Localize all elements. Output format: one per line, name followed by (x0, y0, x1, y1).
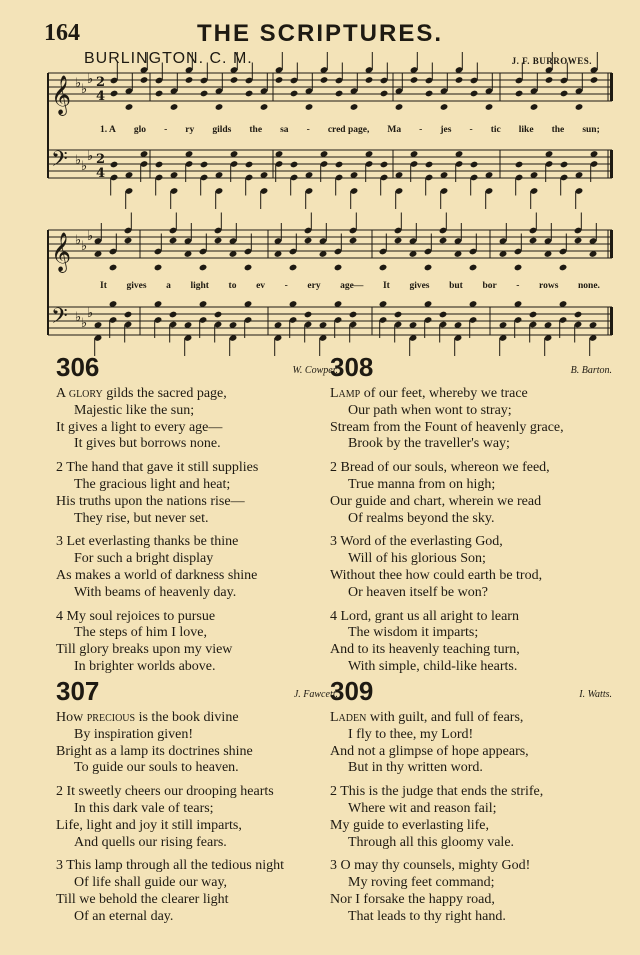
lyric-syllable: - (419, 125, 423, 135)
note-head (290, 161, 299, 169)
verse-line: Of life shall guide our way, (74, 875, 228, 891)
note-head (469, 264, 478, 272)
verse-line: Life, light and joy it still imparts, (56, 817, 242, 833)
note-head (200, 90, 209, 98)
verse-line: 2 This is the judge that ends the strife, (330, 784, 544, 800)
lyric-syllable: the (551, 125, 565, 135)
final-bar (610, 230, 613, 258)
note-head (394, 237, 403, 245)
verse-line: Majestic like the sun; (74, 402, 195, 418)
verse-line: The wisdom it imparts; (348, 625, 479, 641)
note-head (470, 90, 479, 98)
verse-line: Lamp of our feet, whereby we trace (330, 386, 528, 401)
verse-line: 2 The hand that gave it still supplies (56, 460, 259, 476)
note-head (515, 90, 524, 98)
lyric-syllable: - (306, 125, 310, 135)
lyric-syllable: sun; (582, 125, 600, 135)
stanza (330, 858, 612, 925)
verse-line: That leads to thy right hand. (348, 908, 506, 924)
verse-line: Bright as a lamp its doctrines shine (56, 743, 253, 759)
flat-icon: ♭ (87, 306, 94, 321)
hymn-author: W. Cowper. (292, 365, 338, 376)
hymn-number: 307 (56, 676, 100, 706)
note-head (244, 264, 253, 272)
note-head (574, 237, 583, 245)
note-head (515, 161, 524, 169)
note-head (200, 161, 209, 169)
note-head (304, 311, 313, 319)
hymn-307 (56, 676, 338, 933)
verse-line: And not a glimpse of hope appears, (330, 743, 529, 759)
flat-icon: ♭ (81, 159, 88, 174)
verse-line: 3 This lamp through all the tedious night (56, 858, 284, 874)
note-head (560, 161, 569, 169)
note-head (214, 237, 223, 245)
note-head (575, 103, 584, 111)
note-head (214, 311, 223, 319)
note-head (125, 103, 134, 111)
lyric-syllable: gilds (212, 125, 232, 135)
verse-line: Of realms beyond the sky. (348, 510, 495, 526)
stanza (56, 609, 338, 676)
lyric-syllable: - (516, 281, 520, 291)
flat-icon: ♭ (75, 233, 82, 248)
verse-line: Our path when wont to stray; (348, 402, 512, 418)
verse-line: A glory gilds the sacred page, (56, 386, 227, 401)
note-head (590, 76, 599, 84)
verse-line: 3 O may thy counsels, mighty God! (330, 858, 531, 874)
note-head (109, 264, 118, 272)
note-head (439, 237, 448, 245)
verse-line: My roving feet command; (348, 875, 495, 891)
tune-name: BURLINGTON. C. M. (84, 50, 253, 67)
note-head (245, 90, 254, 98)
lyric-syllable: glo (133, 125, 147, 135)
verse-line: With beams of heavenly day. (74, 584, 237, 600)
verse-line: In this dark vale of tears; (74, 800, 214, 816)
verse-line: 3 Word of the everlasting God, (330, 534, 503, 550)
verse-line: Of an eternal day. (74, 908, 174, 924)
lyric-syllable: - (469, 125, 473, 135)
stanza (330, 710, 612, 777)
note-head (529, 237, 538, 245)
note-head (169, 311, 178, 319)
note-head (169, 237, 178, 245)
lyric-syllable: jes (440, 125, 452, 135)
verse-line: Stream from the Fount of heavenly grace, (330, 419, 564, 435)
lyric-syllable: gives (126, 281, 147, 291)
hymn-number: 306 (56, 352, 100, 382)
lyric-syllable: age— (340, 281, 364, 291)
note-head (395, 103, 404, 111)
note-head (514, 264, 523, 272)
note-head (305, 103, 314, 111)
hymn-308 (330, 352, 612, 683)
verse-line: I fly to thee, my Lord! (348, 726, 474, 742)
note-head (335, 161, 344, 169)
note-head (124, 311, 133, 319)
flat-icon: ♭ (87, 229, 94, 244)
note-head (110, 161, 119, 169)
note-head (170, 103, 179, 111)
note-head (559, 264, 568, 272)
verse-line: Till glory breaks upon my view (56, 642, 233, 658)
flat-icon: ♭ (87, 149, 94, 164)
hymn-309 (330, 676, 612, 933)
stanza (56, 534, 338, 601)
stanza (330, 386, 612, 453)
bass-clef-icon: 𝄢 (51, 304, 68, 334)
page-number: 164 (44, 20, 80, 46)
lyric-syllable: but (449, 281, 463, 291)
note-head (245, 161, 254, 169)
lyric-syllable: 1. A (100, 125, 116, 135)
final-bar (610, 150, 613, 178)
music-score (0, 0, 640, 360)
lyric-syllable: none. (578, 281, 600, 291)
note-head (230, 76, 239, 84)
verse-line: It gives a light to every age— (56, 419, 223, 435)
page-title: THE SCRIPTURES. (196, 20, 444, 47)
hymn-306 (56, 352, 338, 683)
flat-icon: ♭ (81, 239, 88, 254)
stanza (330, 784, 612, 851)
treble-clef-icon: 𝄞 (51, 232, 72, 272)
flat-icon: ♭ (75, 310, 82, 325)
verse-line: But in thy written word. (348, 760, 483, 776)
note-head (455, 76, 464, 84)
note-head (335, 90, 344, 98)
verse-line: Till we behold the clearer light (56, 891, 229, 907)
lyric-syllable: ry (185, 125, 195, 135)
flat-icon: ♭ (75, 76, 82, 91)
time-signature: 2 (96, 152, 106, 167)
note-head (560, 90, 569, 98)
hymn-number: 308 (330, 352, 374, 382)
verse-line: 4 My soul rejoices to pursue (56, 608, 216, 624)
verse-line: For such a bright display (74, 551, 214, 567)
note-head (290, 90, 299, 98)
stanza (56, 858, 338, 925)
final-bar (610, 307, 613, 335)
verse-line: My guide to everlasting life, (330, 817, 490, 833)
note-head (155, 161, 164, 169)
treble-clef-icon: 𝄞 (51, 75, 72, 115)
bass-clef-icon: 𝄢 (51, 147, 68, 177)
note-head (320, 76, 329, 84)
note-head (304, 237, 313, 245)
verse-line: Laden with guilt, and full of fears, (330, 710, 524, 725)
note-head (110, 90, 119, 98)
stanza (330, 534, 612, 601)
stanza (330, 609, 612, 676)
tune-composer: J. F. BURROWES. (511, 56, 592, 66)
note-head (334, 264, 343, 272)
verse-line: They rise, but never set. (74, 510, 209, 526)
lyric-syllable: gives (409, 281, 430, 291)
verse-line: Brook by the traveller's way; (348, 436, 510, 452)
verse-line: In brighter worlds above. (74, 658, 216, 674)
verse-line: To guide our souls to heaven. (74, 760, 239, 776)
note-head (260, 103, 269, 111)
lyric-syllable: - (164, 125, 168, 135)
note-head (439, 311, 448, 319)
lyric-syllable: a (166, 281, 171, 291)
verse-line: 2 It sweetly cheers our drooping hearts (56, 784, 274, 800)
lyric-syllable: light (190, 281, 209, 291)
time-signature: 2 (96, 75, 106, 90)
lyric-syllable: rows (539, 281, 559, 291)
time-signature: 4 (96, 166, 106, 181)
note-head (140, 76, 149, 84)
note-head (424, 264, 433, 272)
verse-line: It gives but borrows none. (74, 436, 221, 452)
lyric-syllable: ery (307, 281, 321, 291)
note-head (485, 103, 494, 111)
lyric-syllable: ev (256, 281, 266, 291)
note-head (275, 76, 284, 84)
verse-line: By inspiration given! (74, 726, 193, 742)
lyric-syllable: to (228, 281, 237, 291)
lyric-syllable: the (249, 125, 263, 135)
verse-line: The steps of him I love, (74, 625, 207, 641)
note-head (215, 103, 224, 111)
note-head (410, 76, 419, 84)
verse-line: And quells our rising fears. (74, 834, 227, 850)
note-head (545, 76, 554, 84)
note-head (199, 264, 208, 272)
note-head (350, 103, 359, 111)
lyric-syllable: tic (490, 125, 501, 135)
hymn-number: 309 (330, 676, 374, 706)
verse-line: Our guide and chart, wherein we read (330, 493, 542, 509)
verse-line: True manna from on high; (348, 476, 496, 492)
verse-line: As makes a world of darkness shine (56, 567, 258, 583)
verse-line: 4 Lord, grant us all aright to learn (330, 608, 519, 624)
lyric-syllable: It (382, 281, 390, 291)
hymn-author: B. Barton. (570, 365, 612, 376)
verse-line: 2 Bread of our souls, whereon we feed, (330, 460, 550, 476)
note-head (154, 264, 163, 272)
verse-line: With simple, child-like hearts. (348, 658, 518, 674)
lyric-syllable: - (284, 281, 288, 291)
hymn-author: J. Fawcett. (293, 689, 338, 700)
note-head (365, 76, 374, 84)
note-head (380, 90, 389, 98)
note-head (289, 264, 298, 272)
note-head (425, 161, 434, 169)
verse-line: Without thee how could earth be trod, (330, 567, 543, 583)
verse-line: The gracious light and heat; (74, 476, 231, 492)
lyrics-line-1 (100, 125, 600, 135)
verse-line: Will of his glorious Son; (348, 551, 486, 567)
verse-line: Nor I forsake the happy road, (330, 891, 495, 907)
final-bar (610, 73, 613, 101)
note-head (380, 161, 389, 169)
note-head (185, 76, 194, 84)
note-head (530, 103, 539, 111)
verse-line: Or heaven itself be won? (348, 584, 488, 600)
lyric-syllable: cred page, (327, 125, 370, 135)
verse-line: 3 Let everlasting thanks be thine (56, 534, 239, 550)
lyric-syllable: Ma (387, 125, 402, 135)
note-head (155, 90, 164, 98)
stanza (56, 710, 338, 777)
flat-icon: ♭ (81, 316, 88, 331)
lyric-syllable: bor (482, 281, 497, 291)
note-head (425, 90, 434, 98)
stanza (56, 460, 338, 527)
note-head (124, 237, 133, 245)
verse-line: Where wit and reason fail; (348, 800, 497, 816)
verse-line: And to its heavenly teaching turn, (330, 642, 520, 658)
lyric-syllable: It (100, 281, 107, 291)
lyrics-line-2 (100, 281, 600, 291)
verse-line: Through all this gloomy vale. (348, 834, 515, 850)
note-head (470, 161, 479, 169)
flat-icon: ♭ (87, 72, 94, 87)
note-head (379, 264, 388, 272)
stanza (330, 460, 612, 527)
flat-icon: ♭ (75, 153, 82, 168)
stanza (56, 386, 338, 453)
stanza (56, 784, 338, 851)
lyric-syllable: sa (280, 125, 289, 135)
hymn-author: I. Watts. (579, 689, 612, 700)
flat-icon: ♭ (81, 82, 88, 97)
note-head (349, 237, 358, 245)
note-head (394, 311, 403, 319)
verse-line: His truths upon the nations rise— (56, 493, 245, 509)
note-head (349, 311, 358, 319)
note-head (440, 103, 449, 111)
verse-line: How precious is the book divine (56, 710, 239, 725)
note-head (574, 311, 583, 319)
time-signature: 4 (96, 89, 106, 104)
note-head (529, 311, 538, 319)
lyric-syllable: like (518, 125, 534, 135)
